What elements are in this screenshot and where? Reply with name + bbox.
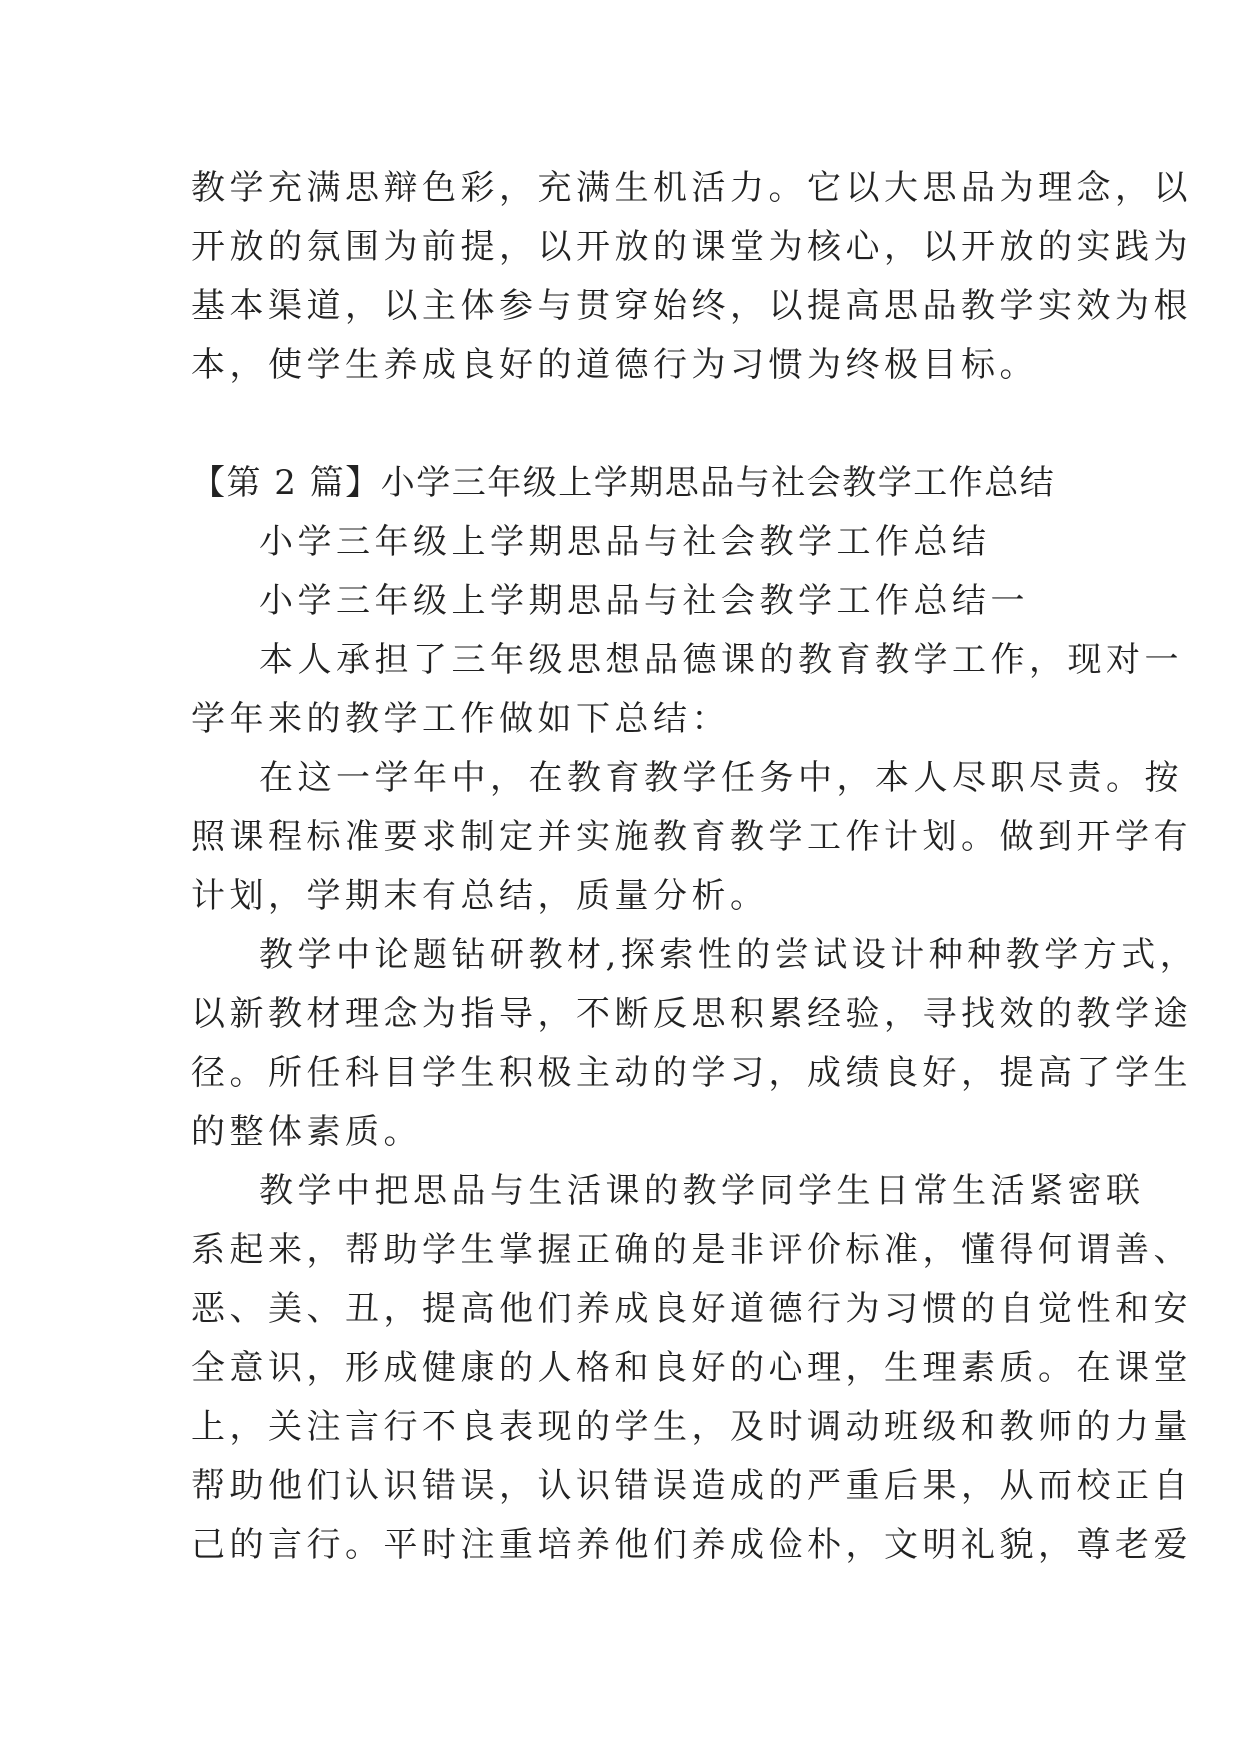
text-line: 的整体素质。	[191, 1112, 422, 1152]
text-line: 教学充满思辩色彩，充满生机活力。它以大思品为理念，以	[191, 168, 1192, 208]
text-line: 以新教材理念为指导，不断反思积累经验，寻找效的教学途	[191, 994, 1192, 1034]
text-line: 径。所任科目学生积极主动的学习，成绩良好，提高了学生	[191, 1053, 1192, 1093]
body-paragraph-3	[191, 926, 1199, 1162]
text-line: 教学中论题钻研教材,探索性的尝试设计种种教学方式，	[259, 935, 1199, 975]
text-line: 上，关注言行不良表现的学生，及时调动班级和教师的力量	[191, 1407, 1192, 1447]
text-line: 帮助他们认识错误，认识错误造成的严重后果，从而校正自	[191, 1466, 1192, 1506]
text-line: 开放的氛围为前提，以开放的课堂为核心，以开放的实践为	[191, 227, 1192, 267]
document-body	[191, 159, 1199, 1575]
section-heading: 【第 2 篇】小学三年级上学期思品与社会教学工作总结	[191, 463, 1056, 503]
text-line: 在这一学年中，在教育教学任务中，本人尽职尽责。按	[259, 758, 1183, 798]
intro-paragraph	[191, 159, 1192, 395]
text-line: 恶、美、丑，提高他们养成良好道德行为习惯的自觉性和安	[191, 1289, 1192, 1329]
section-spacer	[191, 395, 1061, 454]
section-block	[191, 454, 1199, 1575]
text-line: 本人承担了三年级思想品德课的教育教学工作，现对一	[259, 640, 1183, 680]
text-line: 系起来，帮助学生掌握正确的是非评价标准，懂得何谓善、	[191, 1230, 1192, 1270]
text-line: 照课程标准要求制定并实施教育教学工作计划。做到开学有	[191, 817, 1192, 857]
text-line: 本，使学生养成良好的道德行为习惯为终极目标。	[191, 345, 1038, 385]
text-line: 己的言行。平时注重培养他们养成俭朴，文明礼貌，尊老爱	[191, 1525, 1192, 1565]
text-line: 全意识，形成健康的人格和良好的心理，生理素质。在课堂	[191, 1348, 1192, 1388]
body-paragraph-4	[191, 1162, 1192, 1575]
text-line: 基本渠道，以主体参与贯穿始终，以提高思品教学实效为根	[191, 286, 1192, 326]
text-line: 计划，学期末有总结，质量分析。	[191, 876, 769, 916]
body-paragraph-2	[191, 749, 1192, 926]
body-paragraph-1	[191, 631, 1183, 749]
text-line: 学年来的教学工作做如下总结：	[191, 699, 730, 739]
section-subtitle-2: 小学三年级上学期思品与社会教学工作总结一	[259, 581, 1029, 621]
section-subtitle: 小学三年级上学期思品与社会教学工作总结	[259, 522, 991, 562]
text-line: 教学中把思品与生活课的教学同学生日常生活紧密联	[259, 1171, 1145, 1211]
